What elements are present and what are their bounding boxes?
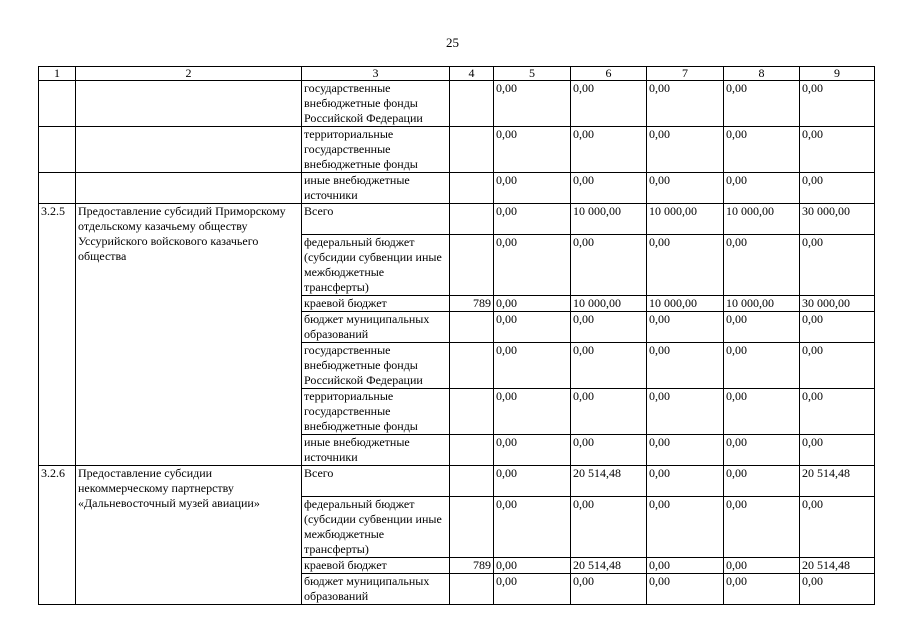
value-cell: 0,00	[494, 235, 571, 296]
value-cell: 0,00	[571, 343, 647, 389]
value-cell: 0,00	[724, 81, 800, 127]
source-cell: государственные внебюджетные фонды Российской Федерации	[302, 81, 450, 127]
value-cell: 0,00	[800, 497, 875, 558]
column-number: 8	[724, 67, 800, 81]
value-cell: 0,00	[647, 127, 724, 173]
source-cell: иные внебюджетные источники	[302, 435, 450, 466]
value-cell: 0,00	[494, 173, 571, 204]
source-cell: территориальные государственные внебюджетные фонды	[302, 389, 450, 435]
table-row	[39, 466, 875, 497]
code-cell	[450, 81, 494, 127]
item-name-cell: Предоставление субсидий Приморскому отдельскому казачьему обществу Уссурийского войскового казачьего общества	[76, 204, 302, 466]
column-number: 9	[800, 67, 875, 81]
code-cell	[450, 435, 494, 466]
item-name-cell: Предоставление субсидии некоммерческому партнерству «Дальневосточный музей авиации»	[76, 466, 302, 605]
item-number-cell	[39, 173, 76, 204]
value-cell: 0,00	[647, 435, 724, 466]
column-number: 2	[76, 67, 302, 81]
value-cell: 0,00	[724, 127, 800, 173]
table-row	[39, 204, 875, 235]
value-cell: 10 000,00	[724, 204, 800, 235]
code-cell	[450, 389, 494, 435]
code-cell: 789	[450, 296, 494, 312]
value-cell: 0,00	[571, 81, 647, 127]
source-cell: краевой бюджет	[302, 558, 450, 574]
code-cell	[450, 497, 494, 558]
column-number-row	[39, 67, 875, 81]
value-cell: 0,00	[494, 204, 571, 235]
value-cell: 0,00	[494, 497, 571, 558]
value-cell: 0,00	[494, 389, 571, 435]
value-cell: 30 000,00	[800, 296, 875, 312]
table-row	[39, 81, 875, 127]
column-number: 5	[494, 67, 571, 81]
value-cell: 0,00	[494, 81, 571, 127]
code-cell	[450, 204, 494, 235]
source-cell: федеральный бюджет (субсидии субвенции иные межбюджетные трансферты)	[302, 497, 450, 558]
item-name-cell	[76, 127, 302, 173]
value-cell: 0,00	[800, 343, 875, 389]
column-number: 3	[302, 67, 450, 81]
value-cell: 0,00	[800, 389, 875, 435]
value-cell: 0,00	[647, 389, 724, 435]
value-cell: 0,00	[571, 312, 647, 343]
value-cell: 0,00	[494, 296, 571, 312]
value-cell: 10 000,00	[724, 296, 800, 312]
value-cell: 10 000,00	[647, 296, 724, 312]
value-cell: 0,00	[647, 466, 724, 497]
source-cell: Всего	[302, 204, 450, 235]
value-cell: 20 514,48	[800, 466, 875, 497]
value-cell: 10 000,00	[571, 296, 647, 312]
value-cell: 0,00	[647, 173, 724, 204]
value-cell: 0,00	[647, 497, 724, 558]
value-cell: 0,00	[647, 235, 724, 296]
value-cell: 0,00	[724, 312, 800, 343]
source-cell: Всего	[302, 466, 450, 497]
value-cell: 0,00	[800, 435, 875, 466]
value-cell: 0,00	[571, 235, 647, 296]
code-cell	[450, 173, 494, 204]
value-cell: 30 000,00	[800, 204, 875, 235]
value-cell: 10 000,00	[647, 204, 724, 235]
code-cell	[450, 127, 494, 173]
value-cell: 0,00	[724, 574, 800, 605]
value-cell: 0,00	[724, 173, 800, 204]
item-number-cell: 3.2.5	[39, 204, 76, 466]
value-cell: 0,00	[800, 312, 875, 343]
source-cell: территориальные государственные внебюджетные фонды	[302, 127, 450, 173]
table-row	[39, 127, 875, 173]
value-cell: 0,00	[571, 389, 647, 435]
value-cell: 0,00	[647, 574, 724, 605]
value-cell: 0,00	[724, 497, 800, 558]
column-number: 1	[39, 67, 76, 81]
source-cell: федеральный бюджет (субсидии субвенции иные межбюджетные трансферты)	[302, 235, 450, 296]
column-number: 7	[647, 67, 724, 81]
value-cell: 0,00	[494, 127, 571, 173]
value-cell: 0,00	[494, 466, 571, 497]
value-cell: 0,00	[800, 574, 875, 605]
value-cell: 0,00	[571, 127, 647, 173]
value-cell: 0,00	[724, 466, 800, 497]
value-cell: 0,00	[724, 235, 800, 296]
value-cell: 0,00	[647, 81, 724, 127]
page-number: 25	[446, 35, 459, 50]
item-name-cell	[76, 81, 302, 127]
value-cell: 0,00	[494, 312, 571, 343]
code-cell	[450, 235, 494, 296]
value-cell: 0,00	[800, 173, 875, 204]
value-cell: 10 000,00	[571, 204, 647, 235]
item-name-cell	[76, 173, 302, 204]
value-cell: 0,00	[724, 435, 800, 466]
value-cell: 0,00	[571, 173, 647, 204]
source-cell: иные внебюджетные источники	[302, 173, 450, 204]
code-cell	[450, 466, 494, 497]
value-cell: 0,00	[571, 435, 647, 466]
item-number-cell	[39, 81, 76, 127]
value-cell: 0,00	[724, 343, 800, 389]
column-number: 4	[450, 67, 494, 81]
value-cell: 20 514,48	[571, 558, 647, 574]
value-cell: 0,00	[571, 497, 647, 558]
value-cell: 0,00	[494, 435, 571, 466]
source-cell: бюджет муниципальных образований	[302, 574, 450, 605]
code-cell	[450, 343, 494, 389]
value-cell: 0,00	[800, 127, 875, 173]
value-cell: 0,00	[724, 558, 800, 574]
value-cell: 0,00	[800, 235, 875, 296]
source-cell: краевой бюджет	[302, 296, 450, 312]
item-number-cell: 3.2.6	[39, 466, 76, 605]
budget-table	[38, 66, 875, 605]
value-cell: 20 514,48	[571, 466, 647, 497]
code-cell	[450, 312, 494, 343]
item-number-cell	[39, 127, 76, 173]
value-cell: 0,00	[494, 574, 571, 605]
column-number: 6	[571, 67, 647, 81]
value-cell: 0,00	[494, 558, 571, 574]
table-row	[39, 173, 875, 204]
value-cell: 0,00	[800, 81, 875, 127]
source-cell: государственные внебюджетные фонды Российской Федерации	[302, 343, 450, 389]
code-cell	[450, 574, 494, 605]
value-cell: 0,00	[494, 343, 571, 389]
value-cell: 0,00	[647, 558, 724, 574]
value-cell: 0,00	[647, 312, 724, 343]
code-cell: 789	[450, 558, 494, 574]
value-cell: 0,00	[571, 574, 647, 605]
source-cell: бюджет муниципальных образований	[302, 312, 450, 343]
value-cell: 0,00	[647, 343, 724, 389]
value-cell: 20 514,48	[800, 558, 875, 574]
value-cell: 0,00	[724, 389, 800, 435]
